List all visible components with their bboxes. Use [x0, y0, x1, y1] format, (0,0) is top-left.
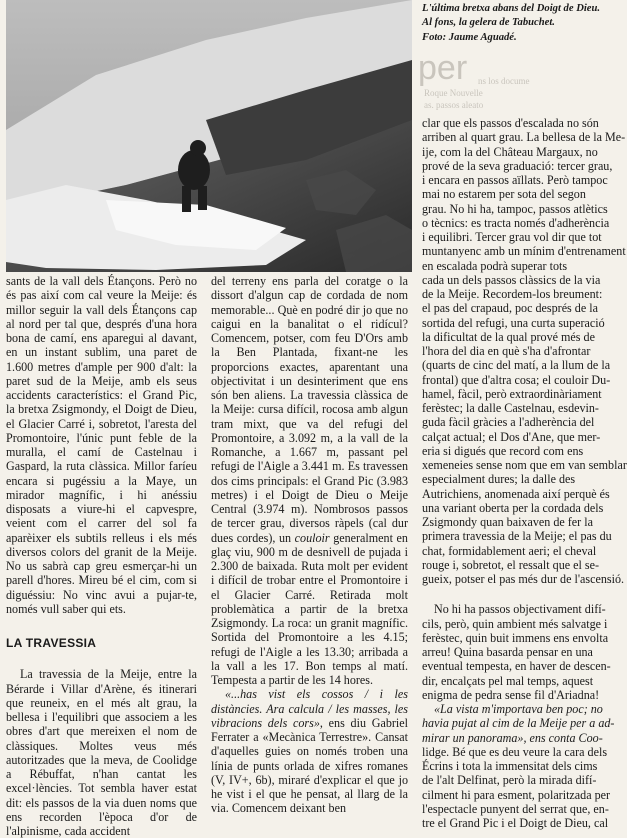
text-line: ferèstec; la dalle Castelnau, esdevin- — [422, 401, 599, 415]
caption-line: Al fons, la gelera de Tabuchet. — [422, 17, 555, 29]
text-line: cilment hi para esment, polaritzada per — [422, 787, 611, 802]
show-through-line: ns los docume — [478, 76, 530, 86]
text-line: gueix, potser el pas més dur de l'ascensió. — [422, 572, 625, 586]
text-line: de l'alt Delfinat, però la mirada difí- — [422, 773, 597, 788]
text-column-3 — [422, 116, 627, 830]
photo-climber — [6, 0, 412, 272]
text-line: dir, encalçats pel mal temps, aquest — [422, 673, 594, 688]
show-through-text — [418, 50, 600, 112]
text-line: Zsigmondy quan baixaven de fer la — [422, 515, 593, 529]
text-line: i encara en passos aïllats. Però tampoc — [422, 173, 608, 187]
text-column-2 — [211, 274, 408, 820]
text-line: una variant oberta per la cordada dels — [422, 500, 604, 515]
text-line: sortida del refugi, una curta superació — [422, 315, 605, 330]
text-line: la dificultat de la qual prové més de — [422, 329, 595, 344]
text-line: No hi ha passos objectivament difí- — [434, 602, 606, 617]
paragraph-text: generalment en glaç viu, 900 m de desnivell de pujada i 2.300 de baixada. Ruta molt per evident i difícil de trobar entre el Promontoire i el Glacier Carré. Retirada molt problemàtica a partir de la bretxa Zsigmondy. La roca: un granit magnífic. Sortida del Promontoire a les 4.15; refugi de l'Aigle a les 13.30; arribada a la vall a les 17. Bon temps al matí. Tempesta a partir de les 14 hores. — [211, 530, 408, 687]
text-line: arriben al quart grau. La bellesa de la Me- — [422, 130, 626, 145]
paragraph: sants de la vall dels Étançons. Però no és pas així com cal veure la Meije: és millor seguir la vall dels Étançons cap al nord per tal que, després d'una hora bona de camí, ens aparegui al davant, en un instant sublim, una paret de 1.600 metres d'ample per 900 d'alt: la paret sud de la Meije, amb els seus accidents característics: el Grand Pic, la bretxa Zsigmondy, el Doigt de Dieu, el Glacier Carré i, sobretot, l'aresta del Promontoire, l'únic punt feble de la muralla, el camí de Castelnau i Gaspard, la ruta clàssica. Millor faríeu encara si pugéssiu a la Maye, un mirador magnífic, i hi anéssiu disposats a viure-hi el capvespre, veient com el carrer del sol fa aparèixer els subtils relleus i els més diversos colors del granit de la Meije. No us sabrà cap greu esmerçar-hi un parell d'hores. Mireu bé el cim, com si diguéssiu: No vinc avui a pujar-te, només vull saber qui ets. — [6, 274, 197, 616]
text-line: Autrichiens, anomenada així perquè és — [422, 486, 610, 501]
italic-term: couloir — [294, 530, 330, 545]
text-line: enigma de pedra sense fil d'Ariadna! — [422, 687, 600, 702]
text-line: grau. No hi ha, tampoc, passos atlètics — [422, 201, 608, 216]
paragraph — [211, 687, 408, 815]
text-line: rouge i, sobretot, el ressalt que el se- — [422, 557, 599, 572]
text-line: lidge. Bé que es deu veure la cara dels — [422, 744, 608, 759]
text-line: guda fàcil gràcies a l'adherència del — [422, 415, 595, 430]
text-line: cils, però, quin ambient més salvatge i — [422, 616, 608, 631]
caption-line: L'última bretxa abans del Doigt de Dieu. — [422, 3, 601, 14]
section-heading: LA TRAVESSIA — [6, 636, 97, 650]
paragraph — [211, 274, 408, 687]
text-line: o tècnics: es tracta només d'adherència — [422, 215, 610, 230]
text-column-1 — [6, 274, 197, 838]
text-line: ije, com la del Château Margaux, no — [422, 144, 598, 159]
show-through-word: per — [418, 49, 468, 87]
text-line: tre el Grand Pic i el Doigt de Dieu, cal — [422, 816, 609, 830]
text-line: muntanyenc amb un mínim d'entrenament — [422, 244, 626, 259]
text-line: prové de la seva graduació: tercer grau, — [422, 158, 613, 173]
text-line: hamel, fàcil, però extraordinàriament — [422, 386, 602, 401]
text-line: en escalada podrà superar tots — [422, 258, 568, 273]
show-through-line: as. passos aleato — [424, 100, 484, 110]
paragraph-text: del terreny ens parla del coratge o la dissort d'algun cap de cordada de nom memorable... Què en podré dir jo que no caigui en la banalitat o el ridícul? Comencem, potser, com feu D'Ors amb la Ben Plantada, fixant-ne les proporcions exactes, aparentant una objectivitat i un desinteriment que ens són ben aliens. La travessia clàssica de la Meije: cursa difícil, rocosa amb algun tram mixt, que va del refugi del Promontoire, a 3.092 m, a la vall de la Romanche, a 1.667 m, passant pel refugi de l'Aigle a 3.441 m. Es travessen dos cims principals: el Grand Pic (3.983 metres) i el Doigt de Dieu o Meije Central (3.974 m). Nombrosos passos de tercer grau, diversos ràpels (cal dur dues cordes), un — [211, 274, 408, 545]
text-line: l'espectacle punyent del serrat que, en- — [422, 801, 609, 816]
text-line: de la Meije. Recordem-los breument: — [422, 287, 603, 301]
photo-caption — [422, 2, 601, 45]
text-line: havia pujat al cim de la Meije per a ad- — [422, 716, 615, 731]
text-line: cada un dels passos clàssics de la via — [422, 272, 601, 287]
text-line: el pas del crapaud, poc després de la — [422, 301, 598, 316]
text-line: clar que els passos d'escalada no són — [422, 116, 599, 130]
show-through-line: Roque Nouvelle — [424, 88, 483, 98]
text-line: ferèstec, quin buit immens ens envolta — [422, 630, 609, 645]
text-line: frontal) que d'altra cosa; el couloir Du- — [422, 372, 611, 387]
text-line: eventual tempesta, en haver de descen- — [422, 659, 611, 674]
text-line: xemeneies sense nom que em van semblar — [422, 458, 627, 472]
text-line: i equilibri. Tercer grau vol dir que tot — [422, 230, 602, 244]
text-line: (quarts de cinc del matí, a la llum de la — [422, 358, 611, 373]
photo-illustration — [6, 0, 412, 272]
text-line: calçat actual; el Dos d'Ane, que mer- — [422, 429, 601, 444]
text-line: chat, formidablement aeri; el cheval — [422, 543, 597, 558]
text-line: eria si digués que record com ens — [422, 443, 584, 458]
text-line: mirar un panorama», ens conta Coo- — [422, 730, 603, 745]
caption-credit: Foto: Jaume Aguadé. — [422, 31, 517, 43]
quotation: «...has vist els cossos / i les distàncies. Ara calcula / les masses, les vibracions dels cors» — [211, 687, 408, 730]
text-line: primera travessia de la Meije; el pas du — [422, 529, 612, 544]
text-line: arreu! Quina basarda pensar en una — [422, 645, 593, 659]
paragraph-text: , ens diu Gabriel Ferrater a «Mecànica Terrestre». Cansat d'aquelles guies on només troben una línia de punts orlada de xifres romanes (V, IV+, 6b), miraré d'explicar el que jo he vist i el que he pensat, al llarg de la via. Comencem deixant ben — [211, 715, 408, 816]
paragraph: La travessia de la Meije, entre la Bérarde i Villar d'Arène, és itinerari que reuneix, en el més alt grau, la bellesa i l'equilibri que associem a les obres d'art que mereixen el nom de clàssiques. Moltes veus més autoritzades que la meva, de Coolidge a Rébuffat, n'han cantat les excel·lències. Tot sembla haver estat dit: els passos de la via duen noms que ens recorden l'època d'or de l'alpinisme, cada accident — [6, 667, 197, 838]
text-line: «La vista m'importava ben poc; no — [434, 702, 603, 716]
text-line: Écrins i tota la immensitat dels cims — [422, 759, 598, 773]
text-line: l'hora del dia en què s'ha d'afrontar — [422, 344, 591, 358]
text-line: especialment dures; la dalle des — [422, 472, 576, 487]
text-line: mai no estarem per sota del segon — [422, 187, 586, 202]
paragraph-break — [422, 586, 600, 602]
